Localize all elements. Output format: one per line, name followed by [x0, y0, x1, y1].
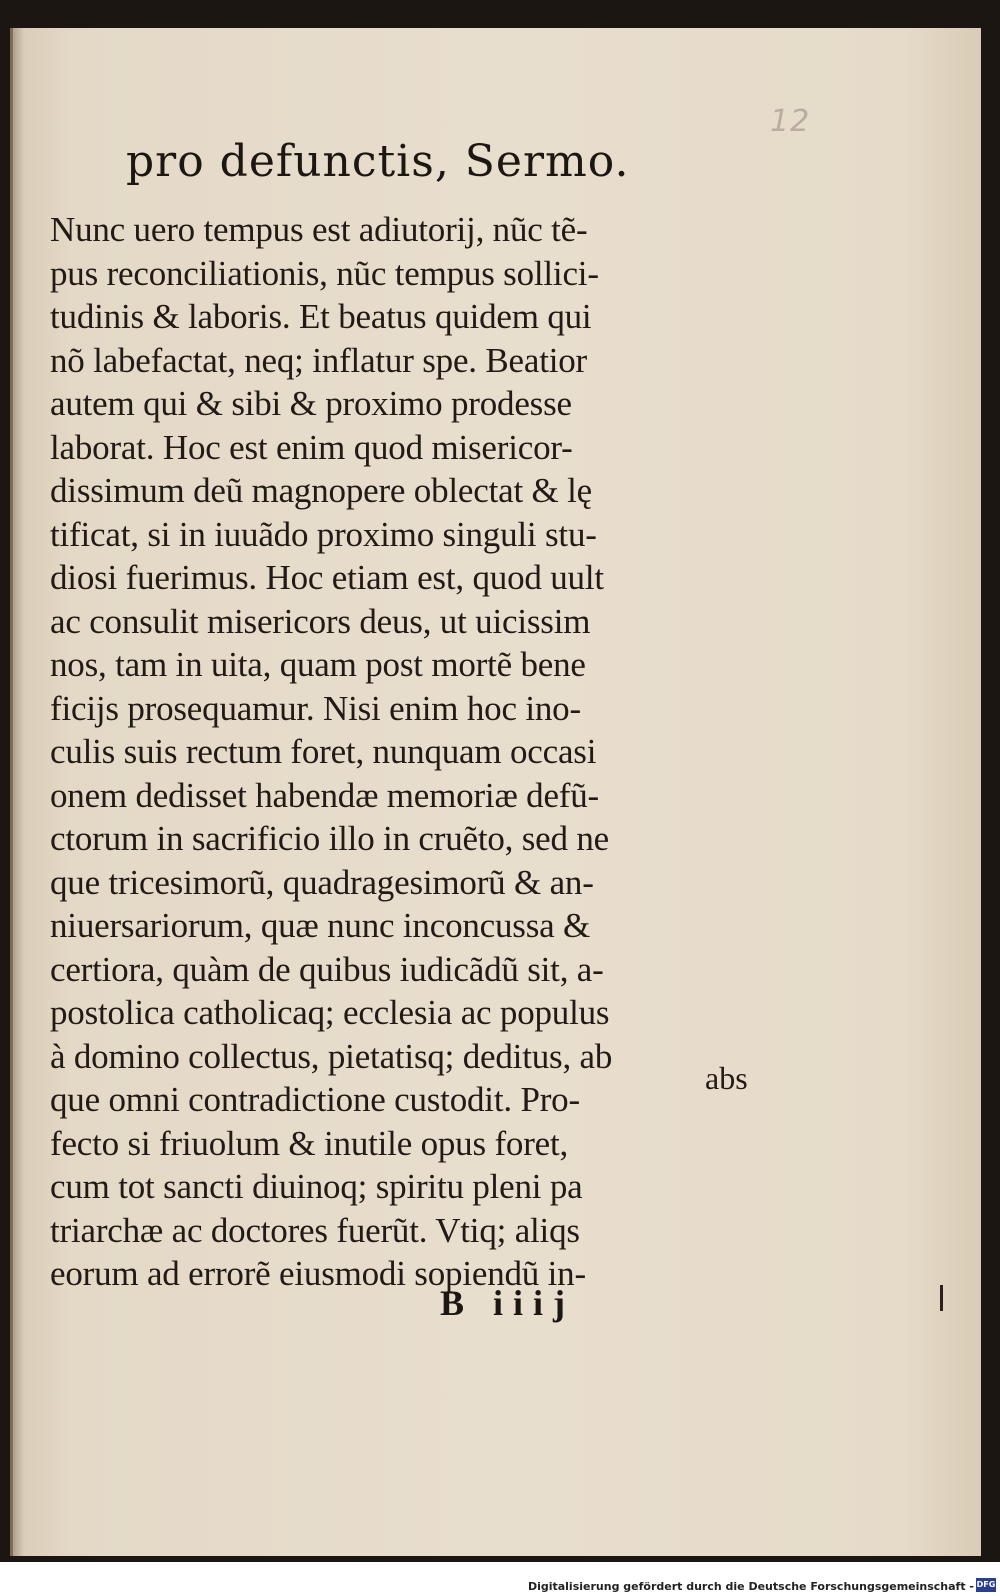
text-line: postolica catholicaq; ecclesia ac populus	[50, 993, 610, 1032]
text-line: onem dedisset habendæ memoriæ defũ-	[50, 775, 599, 815]
text-line: autem qui & sibi & proximo prodesse	[50, 384, 572, 423]
text-line: ac consulit misericors deus, ut uicissim	[50, 601, 591, 641]
spine-shadow	[10, 28, 24, 1556]
text-line: nos, tam in uita, quam post mortẽ bene	[50, 645, 586, 684]
text-line: que omni contradictione custodit. Pro-	[50, 1080, 580, 1119]
text-line: laborat. Hoc est enim quod misericor-	[50, 427, 573, 467]
text-line: culis suis rectum foret, nunquam occasi	[50, 732, 597, 771]
dfg-logo-icon: DFG	[976, 1578, 996, 1592]
text-line: ctorum in sacrificio illo in cruẽto, sed ne	[50, 819, 610, 858]
footer-credit: Digitalisierung gefördert durch die Deutsche Forschungsgemeinschaft -	[527, 1580, 974, 1593]
text-line: triarchæ ac doctores fuerũt. Vtiq; aliqs	[50, 1210, 580, 1250]
text-line: ficijs prosequamur. Nisi enim hoc ino-	[50, 688, 581, 728]
margin-note: abs	[705, 1060, 748, 1096]
text-line: pus reconciliationis, nũc tempus sollici-	[50, 253, 599, 293]
folio-number: 12	[770, 104, 811, 139]
text-line: eorum ad errorẽ eiusmodi sopiendũ in-	[50, 1254, 586, 1293]
text-line: cum tot sancti diuinoq; spiritu pleni pa	[50, 1167, 583, 1206]
text-line: dissimum deũ magnopere oblectat & lę	[50, 471, 592, 510]
signature-mark: B iiij	[440, 1283, 576, 1323]
body-text	[50, 208, 700, 1296]
text-line: niuersariorum, quæ nunc inconcussa &	[50, 906, 591, 945]
text-line: tificat, si in iuuãdo proximo singuli stu-	[50, 514, 597, 554]
text-line: que tricesimorũ, quadragesimorũ & an-	[50, 862, 594, 902]
text-line: fecto si friuolum & inutile opus foret,	[50, 1123, 569, 1163]
text-line: nõ labefactat, neq; inflatur spe. Beatior	[50, 340, 588, 380]
running-head: pro defunctis, Sermo.	[126, 136, 630, 187]
text-line: à domino collectus, pietatisq; deditus, ab	[50, 1036, 613, 1076]
text-line: Nunc uero tempus est adiutorij, nũc tẽ-	[50, 210, 588, 249]
edge-mark	[940, 1285, 943, 1311]
text-line: tudinis & laboris. Et beatus quidem qui	[50, 297, 592, 336]
text-line: diosi fuerimus. Hoc etiam est, quod uult	[50, 558, 604, 597]
text-line: certiora, quàm de quibus iudicãdũ sit, a-	[50, 949, 604, 989]
